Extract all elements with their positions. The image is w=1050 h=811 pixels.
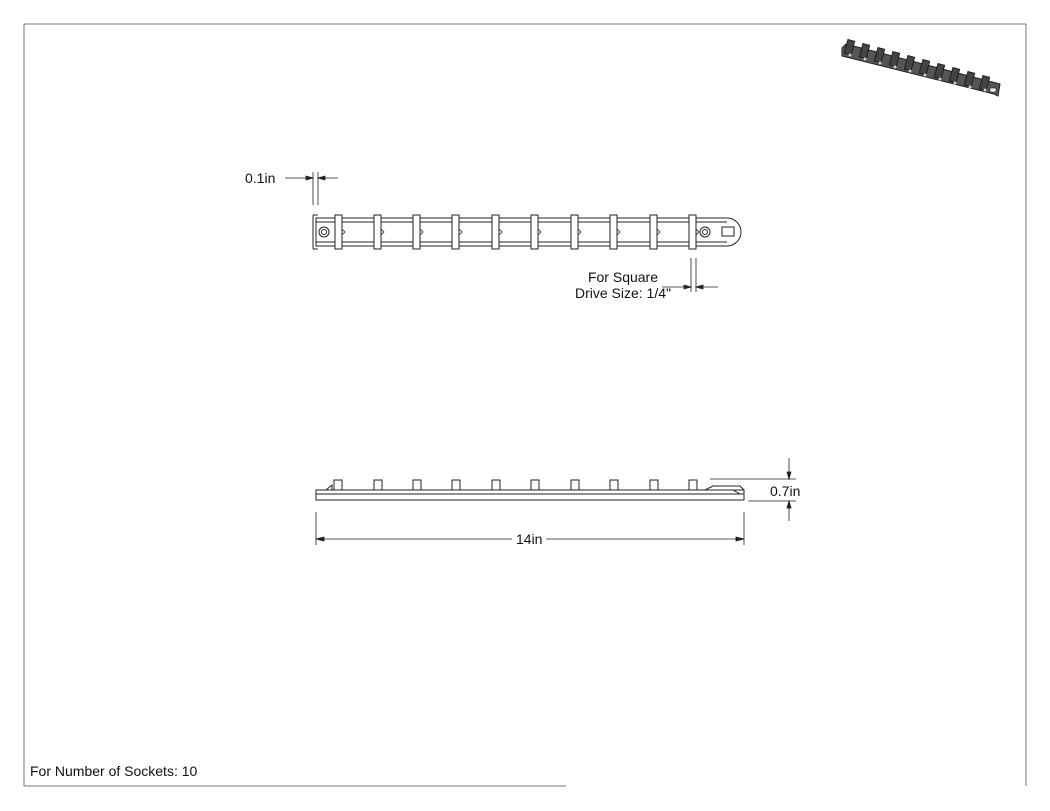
drive-size-label-line1: For Square	[587, 269, 659, 285]
isometric-preview	[842, 39, 1000, 96]
side-view	[316, 480, 744, 500]
length-dimension-label: 14in	[512, 531, 546, 547]
dim-thickness	[285, 172, 338, 205]
drive-size-dimension-label	[553, 269, 693, 301]
thickness-dimension-label: 0.1in	[245, 170, 276, 186]
top-view	[313, 215, 741, 249]
sockets-note: For Number of Sockets: 10	[30, 763, 198, 779]
height-dimension-label: 0.7in	[770, 483, 801, 499]
drive-size-label-line2: Drive Size: 1/4"	[574, 285, 671, 301]
sheet-border	[24, 24, 1026, 786]
